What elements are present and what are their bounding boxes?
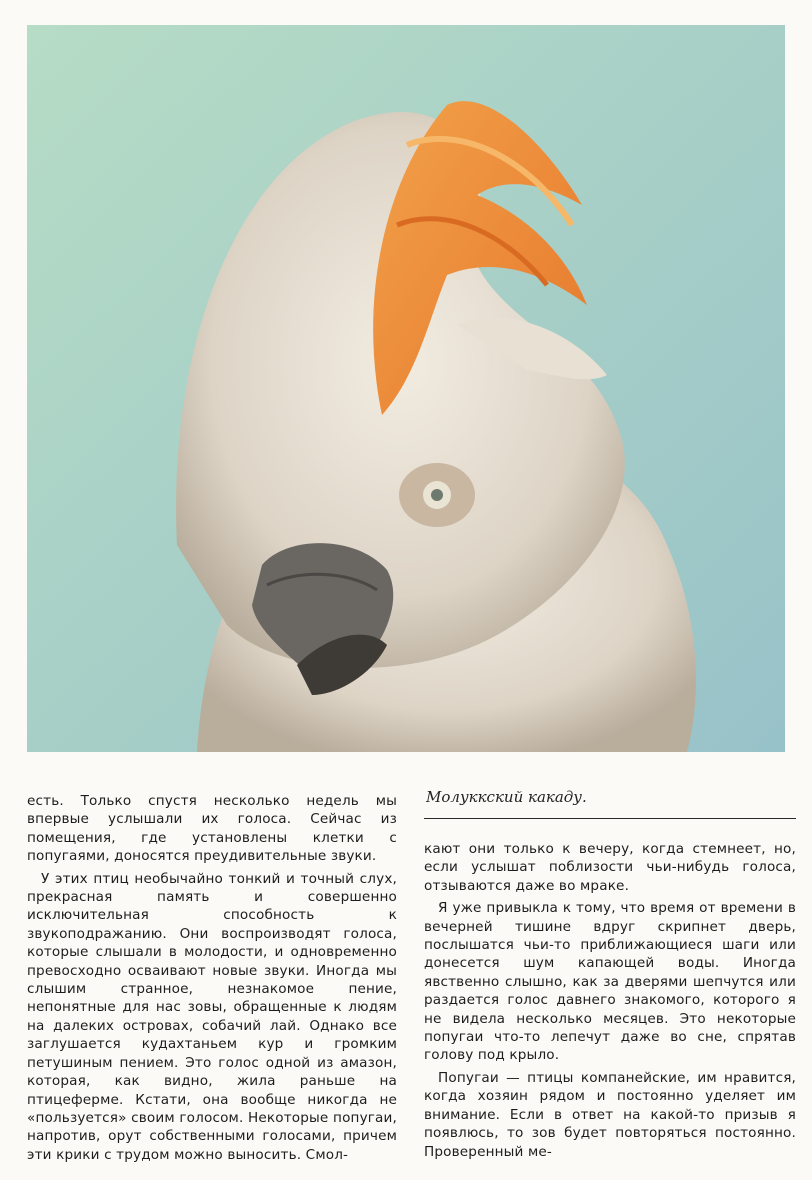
caption-divider	[424, 818, 796, 819]
left-text-column	[27, 792, 397, 1164]
paragraph: У этих птиц необычайно тонкий и точный слух, прекрасная память и совершенно исключительная способность к звукоподражанию. Они воспроизводят голоса, которые слышали в молодости, и одновременно превосходно осваивают новые звуки. Иногда мы слышим странное, незнакомое пение, непонятные для нас зовы, обращенные к людям на далеких островах, собачий лай. Однако все заглушается кудахтаньем кур и громким петушиным пением. Это голос одной из амазон, которая, как видно, жила раньше на птицеферме. Кстати, она вообще никогда не «пользуется» своим голосом. Некоторые попугаи, напротив, орут собственными голосами, причем эти крики с трудом можно выносить. Смол-	[27, 870, 397, 1163]
paragraph: есть. Только спустя несколько недель мы впервые услышали их голоса. Сейчас из помещения, где установлены клетки с попугаями, доносятся преудивительные звуки.	[27, 793, 397, 865]
cockatoo-photo	[27, 25, 785, 752]
right-text-column	[424, 840, 796, 1161]
paragraph: кают они только к вечеру, когда стемнеет, но, если услышат поблизости чьи-нибудь голоса, отзываются даже во мраке.	[424, 841, 796, 894]
paragraph: Попугаи — птицы компанейские, им нравится, когда хозяин рядом и постоянно уделяет им внимание. Если в ответ на какой-то призыв я появлюсь, то зов будет повторяться постоянно. Проверенный ме-	[424, 1069, 796, 1160]
paragraph: Я уже привыкла к тому, что время от времени в вечерней тишине вдруг скрипнет дверь, послышатся чьи-то приближающиеся шаги или донесется шум капающей воды. Иногда явственно слышно, как за дверями шепчутся или раздается голос давнего знакомого, которого я не видела несколько месяцев. Это некоторые попугаи что-то лепечут даже во сне, спрятав голову под крыло.	[424, 900, 796, 1064]
photo-caption: Молуккский какаду.	[426, 788, 587, 806]
